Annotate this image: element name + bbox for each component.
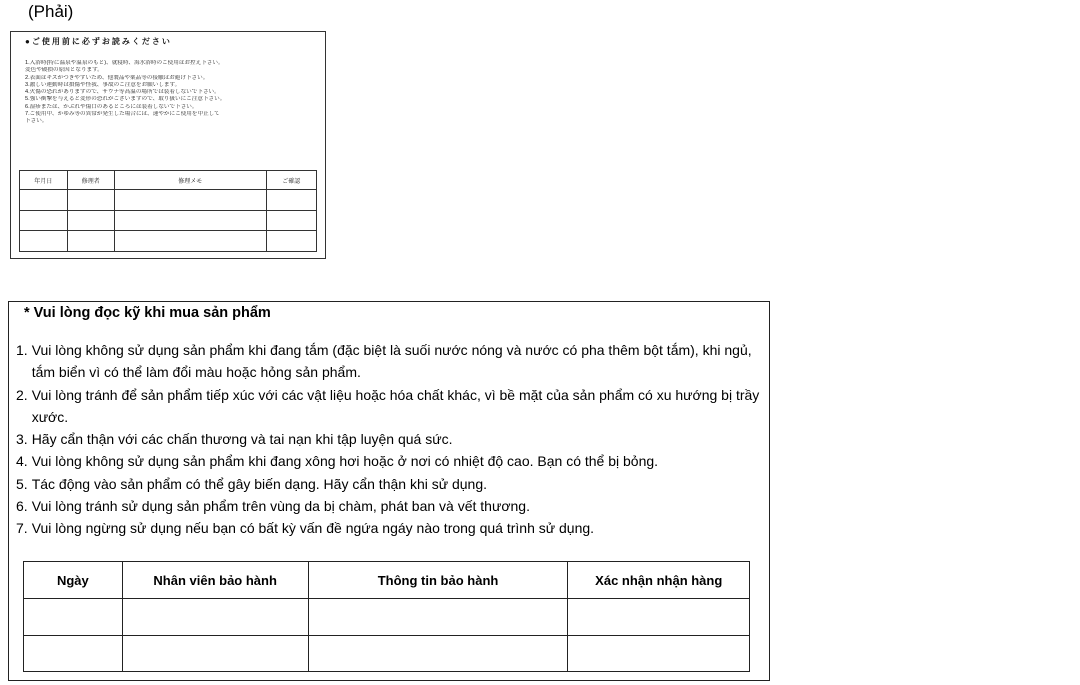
vi-instruction-list: [16, 339, 768, 540]
jp-list-item: 3.激しい運動時は損傷や怪我、事故のご注意をお願いします。: [25, 81, 181, 88]
jp-list-item: 変色や破損の原因となります。: [25, 67, 103, 74]
vi-header-staff: Nhân viên bảo hành: [122, 562, 308, 599]
list-text: Tác động vào sản phẩm có thể gây biến dạng. Hãy cẩn thận khi sử dụng.: [31, 475, 488, 492]
table-cell: [568, 599, 750, 636]
jp-header-date: 年月日: [20, 171, 68, 190]
list-number: 1.: [16, 342, 28, 358]
table-cell: [308, 599, 568, 636]
jp-header-repairer: 修理者: [67, 171, 115, 190]
list-number: 4.: [16, 453, 28, 470]
vi-card-title: * Vui lòng đọc kỹ khi mua sản phẩm: [24, 305, 271, 321]
list-number: 2.: [16, 386, 28, 403]
table-cell: [122, 635, 308, 672]
jp-card-title: ●ご使用前に必ずお読みください: [25, 37, 172, 46]
list-number: 3.: [16, 431, 28, 448]
jp-list-item: 7.ご使用中、かゆみ等の異常が発生した場合には、速やかにご使用を中止して: [25, 111, 220, 118]
vi-header-date: Ngày: [24, 562, 123, 599]
list-text: Vui lòng tránh để sản phẩm tiếp xúc với các vật liệu hoặc hóa chất khác, vì bề mặt của sản phẩm có xu hướng bị trầy xước.: [31, 386, 760, 425]
list-text: Vui lòng không sử dụng sản phẩm khi đang tắm (đặc biệt là suối nước nóng và nước có pha thêm bột tắm), khi ngủ, tắm biển vì có thể làm đổi màu hoặc hỏng sản phẩm.: [31, 342, 752, 381]
table-cell: [308, 635, 568, 672]
vietnamese-warranty-card: [8, 301, 770, 681]
vi-table-header-row: [24, 562, 750, 599]
table-cell: [67, 231, 115, 252]
list-item: [16, 384, 768, 429]
table-cell: [266, 231, 317, 252]
table-cell: [115, 190, 266, 211]
table-row: [20, 190, 317, 211]
table-cell: [20, 210, 68, 231]
side-label: (Phải): [28, 2, 74, 21]
jp-list-item: 1.入浴時(特に温泉や温泉のもと)、就寝時、海水浴時のご使用はお控え下さい。: [25, 60, 224, 66]
vi-warranty-table: [23, 561, 750, 672]
list-text: Vui lòng không sử dụng sản phẩm khi đang xông hơi hoặc ở nơi có nhiệt độ cao. Bạn có thể bị bỏng.: [31, 453, 659, 470]
jp-header-confirm: ご確認: [266, 171, 317, 190]
table-cell: [24, 599, 123, 636]
list-item: [16, 450, 768, 472]
table-cell: [24, 635, 123, 672]
table-cell: [266, 210, 317, 231]
table-row: [24, 599, 750, 636]
list-item: [16, 339, 768, 384]
table-row: [20, 231, 317, 252]
list-item: [16, 473, 768, 495]
table-row: [24, 635, 750, 672]
list-item: [16, 517, 768, 539]
table-cell: [122, 599, 308, 636]
jp-header-memo: 修理メモ: [115, 171, 266, 190]
list-text: Vui lòng ngừng sử dụng nếu bạn có bất kỳ vấn đề ngứa ngáy nào trong quá trình sử dụng.: [31, 520, 595, 537]
list-text: Vui lòng tránh sử dụng sản phẩm trên vùng da bị chàm, phát ban và vết thương.: [31, 498, 530, 515]
table-cell: [115, 210, 266, 231]
japanese-warranty-card: [10, 31, 326, 259]
table-cell: [115, 231, 266, 252]
table-cell: [67, 190, 115, 211]
vi-header-info: Thông tin bảo hành: [308, 562, 568, 599]
jp-list-item: 2.表面はキズがつきやすいため、他製品や薬品等の接触はお避け下さい。: [25, 74, 209, 81]
list-item: [16, 495, 768, 517]
list-text: Hãy cẩn thận với các chấn thương và tai nạn khi tập luyện quá sức.: [31, 431, 453, 448]
list-number: 5.: [16, 475, 28, 492]
jp-table-header-row: [20, 171, 317, 190]
jp-instruction-list: [25, 60, 325, 126]
list-item: [16, 428, 768, 450]
jp-service-table: [19, 170, 317, 252]
jp-list-item: 5.強い衝撃を与えると変形の恐れがございますので、取り扱いにご注意下さい。: [25, 96, 226, 103]
table-cell: [20, 231, 68, 252]
jp-list-item: 6.湿疹または、かぶれや傷口のあるところには装着しないで下さい。: [25, 103, 198, 110]
list-number: 6.: [16, 498, 28, 515]
table-cell: [20, 190, 68, 211]
vi-header-confirm: Xác nhận nhận hàng: [568, 562, 750, 599]
table-cell: [67, 210, 115, 231]
table-row: [20, 210, 317, 231]
jp-list-item: 下さい。: [25, 118, 48, 125]
table-cell: [266, 190, 317, 211]
list-number: 7.: [16, 520, 28, 537]
jp-list-item: 4.火傷の恐れがありますので、サウナ等高温の場所では装着しないで下さい。: [25, 89, 220, 96]
table-cell: [568, 635, 750, 672]
